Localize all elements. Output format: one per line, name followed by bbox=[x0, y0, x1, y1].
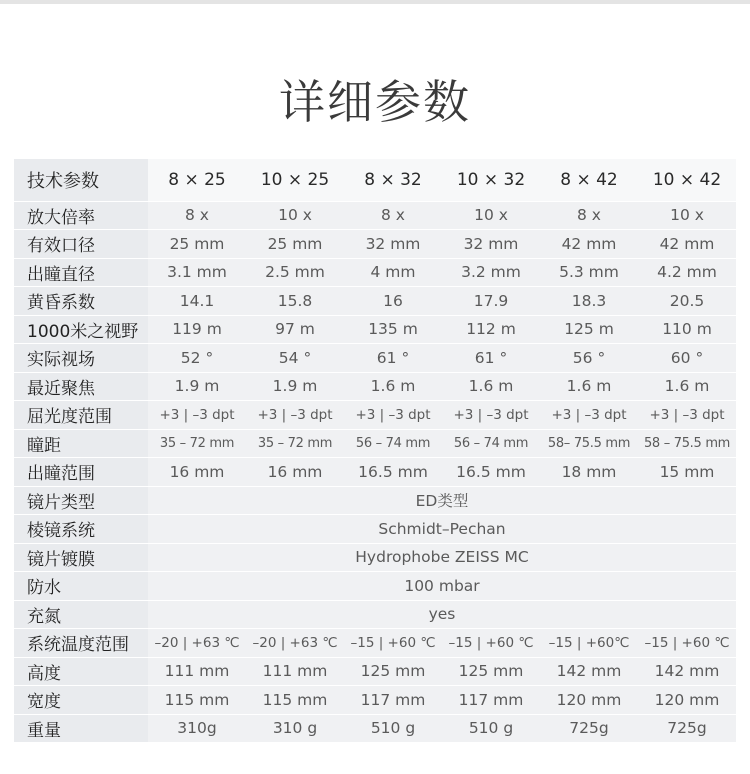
spec-value: +3 | –3 dpt bbox=[148, 401, 246, 430]
row-label: 黄昏系数 bbox=[14, 287, 148, 316]
spec-table-body bbox=[14, 159, 736, 743]
spec-value: 61 ° bbox=[442, 344, 540, 373]
row-label: 出瞳范围 bbox=[14, 458, 148, 487]
table-row bbox=[14, 515, 736, 544]
row-label: 有效口径 bbox=[14, 230, 148, 259]
table-row bbox=[14, 344, 736, 373]
model-header: 8 × 32 bbox=[344, 159, 442, 201]
table-row bbox=[14, 258, 736, 287]
spec-value: 60 ° bbox=[638, 344, 736, 373]
spec-value: +3 | –3 dpt bbox=[540, 401, 638, 430]
spec-value: 16 mm bbox=[148, 458, 246, 487]
spec-value: 125 mm bbox=[442, 657, 540, 686]
spec-value: 115 mm bbox=[246, 686, 344, 715]
spec-value: 725g bbox=[638, 714, 736, 743]
row-label: 屈光度范围 bbox=[14, 401, 148, 430]
spec-value: 5.3 mm bbox=[540, 258, 638, 287]
spec-value: 54 ° bbox=[246, 344, 344, 373]
spec-value: 10 x bbox=[246, 201, 344, 230]
spec-value: 4 mm bbox=[344, 258, 442, 287]
spec-value: +3 | –3 dpt bbox=[442, 401, 540, 430]
spec-value-merged: Schmidt–Pechan bbox=[148, 515, 736, 544]
spec-value-merged: yes bbox=[148, 600, 736, 629]
spec-value: 112 m bbox=[442, 315, 540, 344]
spec-value: –15 | +60℃ bbox=[540, 629, 638, 658]
table-row bbox=[14, 287, 736, 316]
row-label: 充氮 bbox=[14, 600, 148, 629]
spec-value: 16 bbox=[344, 287, 442, 316]
table-header-row bbox=[14, 159, 736, 201]
spec-value: 32 mm bbox=[344, 230, 442, 259]
spec-value: 52 ° bbox=[148, 344, 246, 373]
spec-value: 18.3 bbox=[540, 287, 638, 316]
spec-value: 16 mm bbox=[246, 458, 344, 487]
table-row bbox=[14, 686, 736, 715]
spec-value: 1.9 m bbox=[246, 372, 344, 401]
spec-value: 3.2 mm bbox=[442, 258, 540, 287]
spec-value: 110 m bbox=[638, 315, 736, 344]
table-row bbox=[14, 572, 736, 601]
spec-value: 510 g bbox=[442, 714, 540, 743]
spec-value: 18 mm bbox=[540, 458, 638, 487]
spec-value: 725g bbox=[540, 714, 638, 743]
spec-value: 58– 75.5 mm bbox=[540, 429, 638, 458]
table-row bbox=[14, 458, 736, 487]
spec-value: 20.5 bbox=[638, 287, 736, 316]
spec-value: 10 x bbox=[638, 201, 736, 230]
header-label: 技术参数 bbox=[14, 159, 148, 201]
spec-value: 111 mm bbox=[246, 657, 344, 686]
spec-value: 1.6 m bbox=[540, 372, 638, 401]
spec-value: 61 ° bbox=[344, 344, 442, 373]
table-row bbox=[14, 401, 736, 430]
spec-value: 16.5 mm bbox=[344, 458, 442, 487]
spec-value: 97 m bbox=[246, 315, 344, 344]
table-row bbox=[14, 714, 736, 743]
spec-value: 8 x bbox=[344, 201, 442, 230]
row-label: 系统温度范围 bbox=[14, 629, 148, 658]
spec-value: 56 – 74 mm bbox=[442, 429, 540, 458]
spec-value: 125 m bbox=[540, 315, 638, 344]
spec-value: 510 g bbox=[344, 714, 442, 743]
spec-value: 15.8 bbox=[246, 287, 344, 316]
table-row bbox=[14, 629, 736, 658]
spec-value: 2.5 mm bbox=[246, 258, 344, 287]
spec-value: 25 mm bbox=[246, 230, 344, 259]
spec-value: 120 mm bbox=[638, 686, 736, 715]
spec-value-merged: Hydrophobe ZEISS MC bbox=[148, 543, 736, 572]
spec-value: 15 mm bbox=[638, 458, 736, 487]
row-label: 实际视场 bbox=[14, 344, 148, 373]
row-label: 放大倍率 bbox=[14, 201, 148, 230]
page-title: 详细参数 bbox=[279, 75, 471, 129]
spec-value-merged: 100 mbar bbox=[148, 572, 736, 601]
spec-value: 35 – 72 mm bbox=[148, 429, 246, 458]
table-row bbox=[14, 372, 736, 401]
spec-value: 125 mm bbox=[344, 657, 442, 686]
table-row bbox=[14, 230, 736, 259]
spec-value: 3.1 mm bbox=[148, 258, 246, 287]
spec-value: 32 mm bbox=[442, 230, 540, 259]
row-label: 1000米之视野 bbox=[14, 315, 148, 344]
spec-value: 142 mm bbox=[540, 657, 638, 686]
spec-value: 17.9 bbox=[442, 287, 540, 316]
spec-value: 25 mm bbox=[148, 230, 246, 259]
spec-value: +3 | –3 dpt bbox=[344, 401, 442, 430]
spec-value: –15 | +60 ℃ bbox=[442, 629, 540, 658]
spec-value: 35 – 72 mm bbox=[246, 429, 344, 458]
spec-value: +3 | –3 dpt bbox=[246, 401, 344, 430]
spec-value: 56 ° bbox=[540, 344, 638, 373]
spec-value-merged: ED类型 bbox=[148, 486, 736, 515]
spec-value: 1.6 m bbox=[442, 372, 540, 401]
spec-value: –15 | +60 ℃ bbox=[638, 629, 736, 658]
model-header: 10 × 32 bbox=[442, 159, 540, 201]
spec-value: 1.9 m bbox=[148, 372, 246, 401]
spec-value: 14.1 bbox=[148, 287, 246, 316]
table-row bbox=[14, 657, 736, 686]
table-row bbox=[14, 429, 736, 458]
table-row bbox=[14, 201, 736, 230]
row-label: 宽度 bbox=[14, 686, 148, 715]
spec-value: 8 x bbox=[148, 201, 246, 230]
spec-value: –20 | +63 ℃ bbox=[246, 629, 344, 658]
model-header: 10 × 25 bbox=[246, 159, 344, 201]
table-row bbox=[14, 486, 736, 515]
table-row bbox=[14, 543, 736, 572]
spec-value: –20 | +63 ℃ bbox=[148, 629, 246, 658]
table-row bbox=[14, 600, 736, 629]
spec-value: 10 x bbox=[442, 201, 540, 230]
spec-value: 111 mm bbox=[148, 657, 246, 686]
model-header: 10 × 42 bbox=[638, 159, 736, 201]
spec-value: 117 mm bbox=[344, 686, 442, 715]
spec-value: 115 mm bbox=[148, 686, 246, 715]
spec-value: 42 mm bbox=[638, 230, 736, 259]
table-row bbox=[14, 315, 736, 344]
row-label: 镜片镀膜 bbox=[14, 543, 148, 572]
spec-value: 4.2 mm bbox=[638, 258, 736, 287]
row-label: 镜片类型 bbox=[14, 486, 148, 515]
row-label: 高度 bbox=[14, 657, 148, 686]
row-label: 瞳距 bbox=[14, 429, 148, 458]
model-header: 8 × 42 bbox=[540, 159, 638, 201]
spec-value: 310 g bbox=[246, 714, 344, 743]
spec-value: 117 mm bbox=[442, 686, 540, 715]
row-label: 棱镜系统 bbox=[14, 515, 148, 544]
spec-value: 119 m bbox=[148, 315, 246, 344]
spec-value: 56 – 74 mm bbox=[344, 429, 442, 458]
spec-value: 135 m bbox=[344, 315, 442, 344]
spec-value: +3 | –3 dpt bbox=[638, 401, 736, 430]
spec-value: 58 – 75.5 mm bbox=[638, 429, 736, 458]
spec-table bbox=[14, 159, 736, 743]
row-label: 出瞳直径 bbox=[14, 258, 148, 287]
spec-value: 16.5 mm bbox=[442, 458, 540, 487]
spec-value: 42 mm bbox=[540, 230, 638, 259]
spec-value: 8 x bbox=[540, 201, 638, 230]
row-label: 重量 bbox=[14, 714, 148, 743]
spec-value: 1.6 m bbox=[344, 372, 442, 401]
spec-value: 142 mm bbox=[638, 657, 736, 686]
spec-value: 1.6 m bbox=[638, 372, 736, 401]
top-divider bbox=[0, 0, 750, 4]
spec-value: –15 | +60 ℃ bbox=[344, 629, 442, 658]
row-label: 最近聚焦 bbox=[14, 372, 148, 401]
spec-value: 120 mm bbox=[540, 686, 638, 715]
row-label: 防水 bbox=[14, 572, 148, 601]
model-header: 8 × 25 bbox=[148, 159, 246, 201]
spec-value: 310g bbox=[148, 714, 246, 743]
